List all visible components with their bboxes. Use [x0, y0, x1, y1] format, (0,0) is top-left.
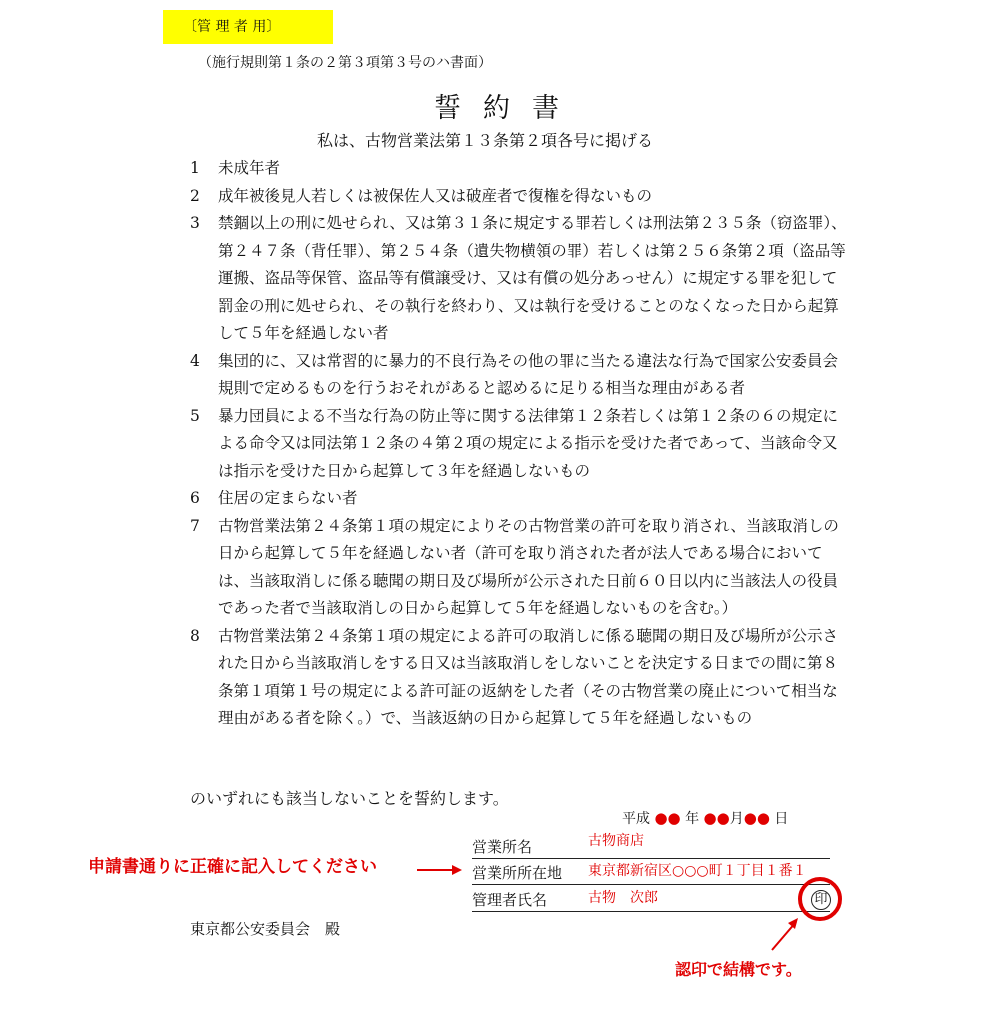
date-month-value: ●● — [703, 809, 730, 827]
item-number: 4 — [190, 351, 200, 370]
office-address-value: 東京都新宿区○○○町１丁目１番１ — [588, 863, 807, 879]
date-month-unit: 月 — [729, 811, 744, 827]
closing-statement: のいずれにも該当しないことを誓約します。 — [190, 789, 509, 808]
manager-name-label: 管理者氏名 — [472, 891, 548, 909]
item-text: 古物営業法第２４条第１項の規定によりその古物営業の許可を取り消され、当該取消しの日から起算して５年を経過しない者（許可を取り消された者が法人である場合においては、当該取消しに係る聴聞の期日及び場所が公示された日前６０日以内に当該法人の役員であった者で当該取消しの日から起算して５年を経過しないものを含む。） — [218, 516, 839, 617]
item-number: 7 — [190, 516, 200, 535]
item-text: 成年被後見人若しくは被保佐人又は破産者で復権を得ないもの — [218, 186, 653, 205]
item-text: 集団的に、又は常習的に暴力的不良行為その他の罪に当たる違法な行為で国家公安委員会規則で定めるものを行うおそれがあると認めるに足りる相当な理由がある者 — [218, 351, 839, 397]
date-era: 平成 — [622, 811, 650, 827]
item-text: 禁錮以上の刑に処せられ、又は第３１条に規定する罪若しくは刑法第２３５条（窃盗罪）、第２４７条（背任罪）、第２５４条（遺失物横領の罪）若しくは第２５６条第２項（盗品等運搬、盗品等保管、盗品等有償譲受け、又は有償の処分あっせん）に規定する罪を犯して罰金の刑に処せられ、その執行を終わり、又は執行を受けることのなくなった日から起算して５年を経過しない者 — [218, 214, 847, 342]
intro-text: 私は、古物営業法第１３条第２項各号に掲げる — [317, 131, 654, 150]
date-year-value: ●● — [654, 809, 681, 827]
document-subtitle: （施行規則第１条の２第３項第３号のハ書面） — [198, 55, 492, 71]
item-number: 2 — [190, 186, 200, 205]
date-year-unit: 年 — [685, 811, 700, 827]
pointer-arrow-to-seal — [772, 918, 798, 950]
item-number: 6 — [190, 489, 200, 507]
document-title: 誓約書 — [434, 93, 581, 124]
date-day-value: ●● — [743, 809, 770, 827]
item-text: 未成年者 — [218, 159, 281, 177]
addressee: 東京都公安委員会 殿 — [190, 920, 341, 938]
item-number: 1 — [190, 159, 200, 177]
item-text: 暴力団員による不当な行為の防止等に関する法律第１２条若しくは第１２条の６の規定による命令又は同法第１２条の４第２項の規定による指示を受けた者であって、当該命令又は指示を受けた日から起算して３年を経過しないもの — [218, 406, 839, 480]
manager-name-value: 古物 次郎 — [588, 890, 658, 906]
seal-highlight-circle — [800, 879, 840, 919]
office-name-value: 古物商店 — [588, 833, 644, 849]
pointer-arrow-to-address — [417, 865, 462, 875]
office-name-label: 営業所名 — [472, 838, 533, 856]
item-number: 3 — [190, 214, 200, 232]
document-type-badge: 〔管 理 者 用〕 — [163, 10, 333, 44]
seal-instruction-note: 認印で結構です。 — [675, 960, 802, 979]
item-number: 8 — [190, 626, 200, 645]
seal-mark: 印 — [811, 890, 831, 910]
item-number: 5 — [190, 406, 200, 425]
fill-instruction-note: 申請書通りに正確に記入してください — [88, 857, 377, 877]
item-text: 古物営業法第２４条第１項の規定による許可の取消しに係る聴聞の期日及び場所が公示された日から当該取消しをする日又は当該取消しをしないことを決定する日までの間に第８条第１項第１号の規定による許可証の返納をした者（その古物営業の廃止について相当な理由がある者を除く。）で、当該返納の日から起算して５年を経過しないもの — [218, 626, 839, 727]
item-text: 住居の定まらない者 — [218, 489, 358, 507]
date-day-unit: 日 — [774, 811, 789, 827]
office-address-label: 営業所所在地 — [472, 864, 563, 882]
